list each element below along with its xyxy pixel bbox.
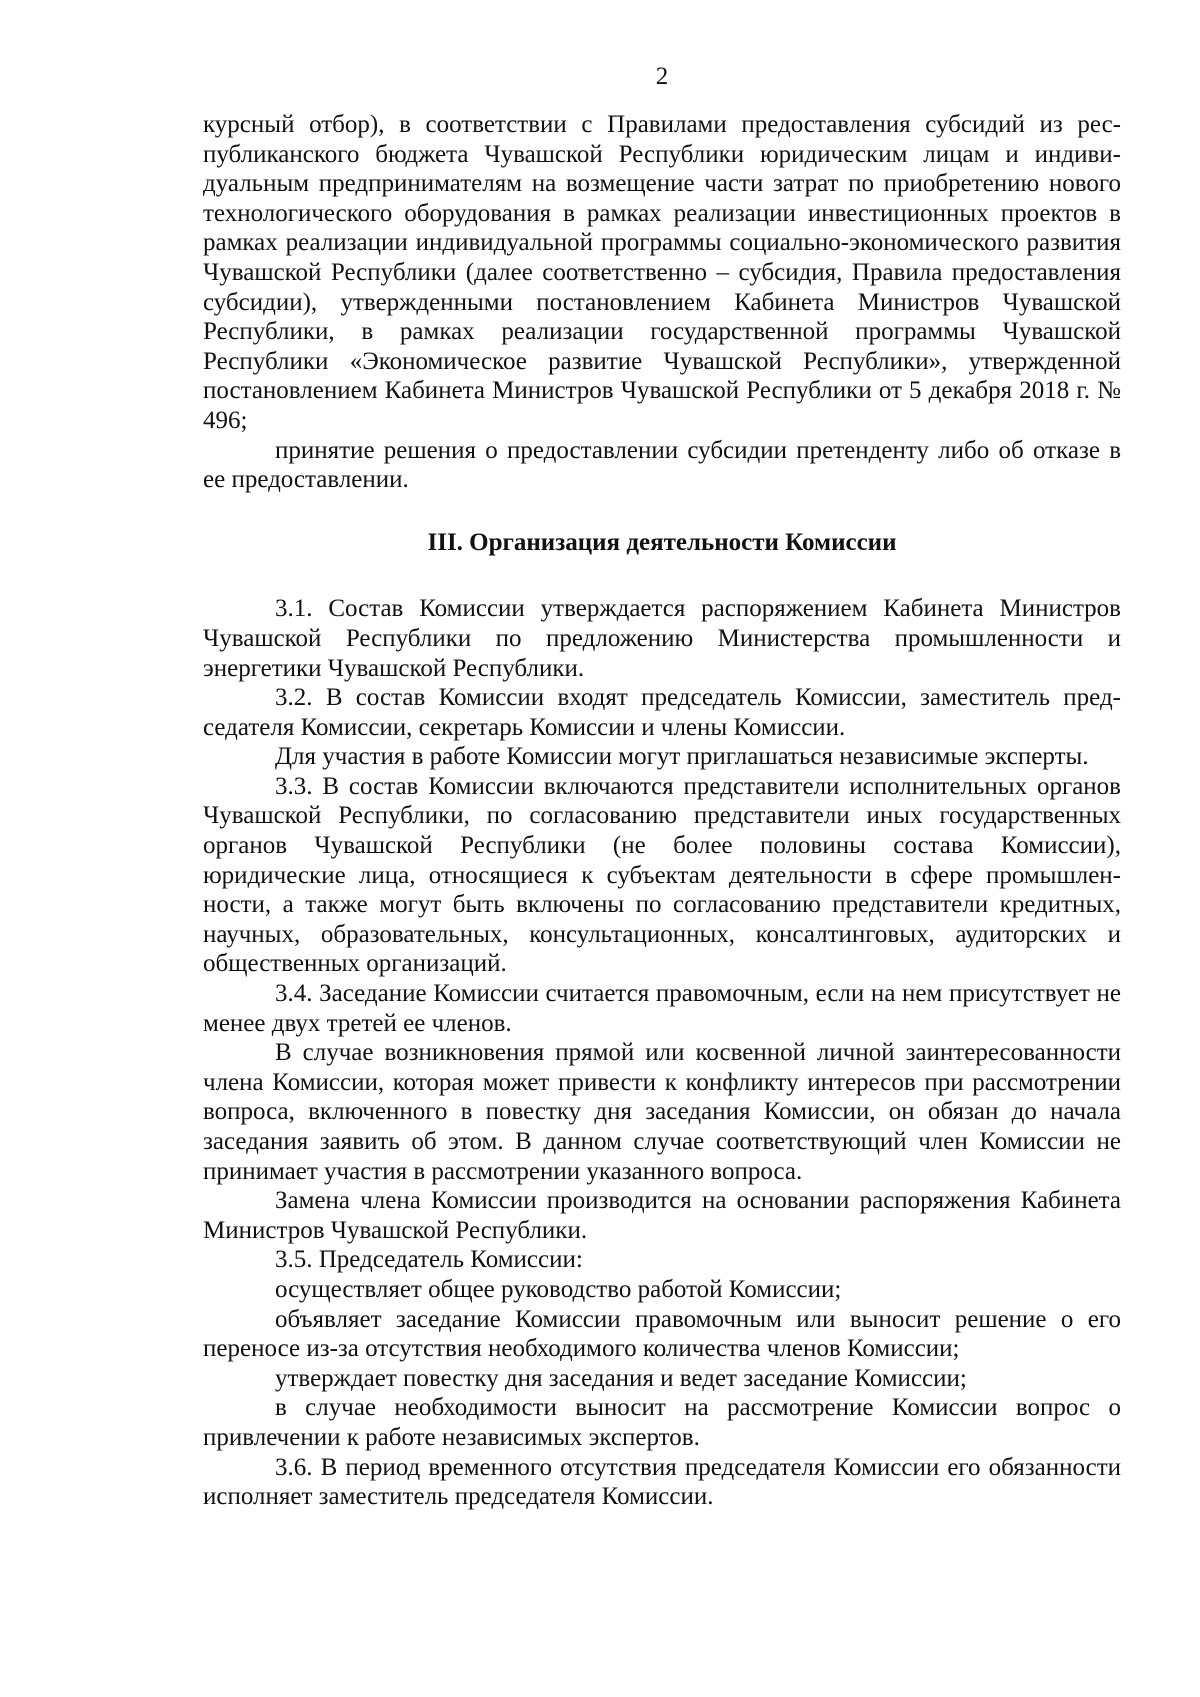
paragraph-chair-duty-3: утверждает повестку дня заседания и ведет заседание Комиссии; — [275, 1364, 967, 1392]
paragraph-3-5: 3.5. Председатель Комиссии: — [275, 1246, 583, 1274]
paragraph-3-3: 3.3. В состав Комиссии включаются представители исполнительных органов Чувашской Республики, по согласованию представители иных государственных органов Чувашской Республики (не более половины состава Комиссии), юридические лица, относящиеся к субъектам деятельности в сфере промышленности, а также могут быть включены по согласованию представители кредитных, научных, образовательных, консультационных, консалтинговых, аудиторских и общественных организаций. — [203, 772, 1121, 978]
section-2-continuation — [203, 110, 1121, 495]
document-page — [203, 62, 1121, 1512]
paragraph-chair-duty-2: объявляет заседание Комиссии правомочным или выносит решение о его переносе из-за отсутствия необходимого количества членов Комиссии; — [203, 1305, 1121, 1363]
page-number: 2 — [655, 63, 669, 90]
paragraph-3-2: 3.2. В состав Комиссии входят председатель Комиссии, заместитель председателя Комиссии, секретарь Комиссии и члены Комиссии. — [203, 684, 1121, 741]
paragraph-chair-duty-4: в случае необходимости выносит на рассмотрение Комиссии вопрос о привлечении к работе независимых экспертов. — [203, 1394, 1121, 1451]
section-3-body — [203, 594, 1121, 1511]
paragraph-3-1: 3.1. Состав Комиссии утверждается распоряжением Кабинета Министров Чувашской Республики по предложению Министерства промышленности и энергетики Чувашской Республики. — [203, 595, 1121, 682]
paragraph-chair-duty-1: осуществляет общее руководство работой Комиссии; — [275, 1275, 842, 1303]
paragraph-conflict-of-interest: В случае возникновения прямой или косвенной личной заинтересованности члена Комиссии, которая может привести к конфликту интересов при рассмотрении вопроса, включенного в повестку дня заседания Комиссии, он обязан до начала заседания заявить об этом. В данном случае соответствующий член Комиссии не принимает участия в рассмотрении указанного вопроса. — [203, 1039, 1121, 1185]
paragraph-decision: принятие решения о предоставлении субсидии претенденту либо об отказе в ее предоставлении. — [203, 436, 1121, 494]
paragraph-experts: Для участия в работе Комиссии могут приглашаться независимые эксперты. — [275, 743, 1089, 771]
section-heading: III. Организация деятельности Комиссии — [427, 528, 897, 556]
paragraph-continuation: курсный отбор), в соответствии с Правилами предоставления субсидий из республиканского бюджета Чувашской Республики юридическим лицам и индивидуальным предпринимателям на возмещение части затрат по приобретению нового технологического оборудования в рамках реализации инвестиционных проектов в рамках реализации индивидуальной программы социально-экономического развития Чувашской Республики (далее соответственно – субсидия, Правила предоставления субсидии), утвержденными постановлением Кабинета Министров Чувашской Республики, в рамках реализации государственной программы Чувашской Республики «Экономическое развитие Чувашской Республики», утвержденной постановлением Кабинета Министров Чувашской Республики от 5 декабря 2018 г. № 496; — [203, 111, 1121, 434]
paragraph-3-4: 3.4. Заседание Комиссии считается правомочным, если на нем присутствует не менее двух третей ее членов. — [203, 980, 1121, 1037]
paragraph-member-replacement: Замена члена Комиссии производится на основании распоряжения Кабинета Министров Чувашской Республики. — [203, 1187, 1121, 1244]
paragraph-3-6: 3.6. В период временного отсутствия председателя Комиссии его обязанности исполняет заместитель председателя Комиссии. — [203, 1453, 1121, 1511]
